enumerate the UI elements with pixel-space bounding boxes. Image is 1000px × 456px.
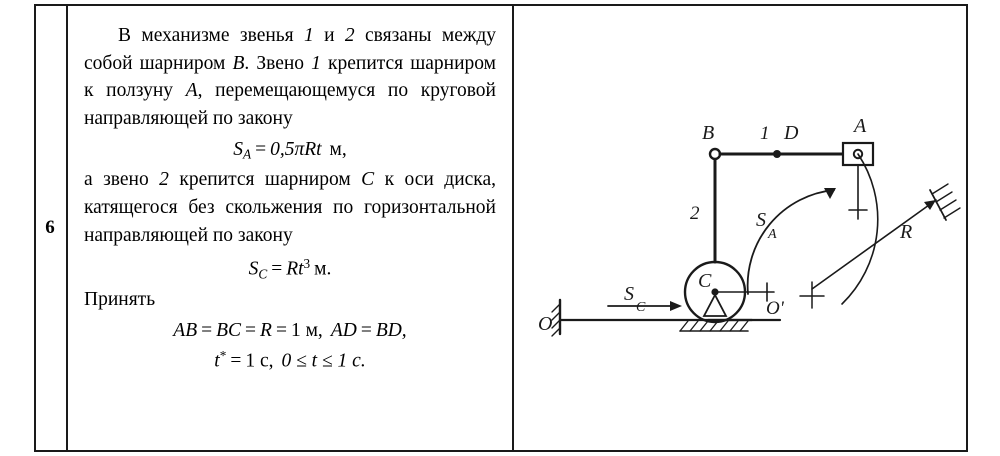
label-o: O [538,313,553,335]
segment-ad: AD [330,319,357,341]
formula-sc-power: 3 [303,255,311,271]
formula-sc-units: м. [314,258,332,280]
sc-arrow-head [670,301,682,311]
segment-bd: BD, [375,319,407,341]
label-sa: S [756,209,766,231]
accept-label: Принять [84,288,156,310]
formula-sa-units: м, [329,138,347,160]
radius-r-line [812,200,936,289]
text-part-1: В механизме звенья [118,25,294,46]
label-a: A [854,115,867,137]
hinge-b-ref: B [232,52,245,74]
formula-sc-equals: = [271,258,283,280]
formula-sc-subscript: C [258,265,268,281]
problem-paragraph-1 [84,22,496,133]
text-part-3: . Звено [244,52,305,74]
formula-sc-lhs: S [248,258,259,280]
formula-sa-equals: = [255,138,267,160]
label-sc-sub: C [636,300,646,315]
slider-a-ref: A [185,80,198,102]
text-part-8: к оси диска, катящегося без скольжения по горизонтальной направляющей по закону [84,169,496,246]
time-star-sup: * [219,347,227,363]
eq-2: = [245,319,257,341]
segment-ab: AB [173,319,198,341]
link-2-ref: 2 [344,25,355,46]
circular-guide-arc [842,154,878,304]
eq-5: = [230,350,242,372]
label-o-prime: O' [766,298,784,319]
link-1-ref-2: 1 [311,52,321,74]
label-sc: S [624,283,634,305]
hinge-support-triangle [704,295,726,316]
formula-sa-rhs: 0,5πRt [270,138,322,160]
hinge-c-ref: C [361,169,375,191]
text-part-2: связаны между собой шарниром [84,25,496,74]
problem-paragraph-2 [84,166,496,249]
label-d: D [784,122,799,144]
formula-sc [84,256,496,282]
formula-sa-lhs: S [233,138,243,160]
time-star: t [214,350,220,372]
link-2-ref-2: 2 [159,169,169,191]
label-link-1: 1 [760,123,770,144]
conjunction-and: и [324,25,335,46]
value-1m: 1 м, [290,319,323,341]
segment-bc: BC [216,319,242,341]
eq-4: = [360,319,372,341]
formula-sa [84,139,496,163]
time-range: 0 ≤ t ≤ 1 с. [281,350,366,372]
eq-3: = [275,319,287,341]
formula-sc-rhs: Rt [286,258,304,280]
text-part-7: крепится шарниром [179,169,351,191]
given-line-1 [84,320,496,342]
label-b: B [702,122,715,144]
label-c: C [698,270,712,292]
mechanism-diagram-svg [512,4,968,452]
sa-arrow-head [824,188,836,199]
problem-number: 6 [45,217,55,238]
given-line-2 [84,348,496,373]
text-part-6: а звено [84,169,149,191]
link-1-ref: 1 [304,25,314,46]
sa-arc-arrow [748,190,834,294]
problem-text-cell [66,4,512,452]
eq-1: = [201,319,213,341]
formula-sa-subscript: A [242,146,252,162]
radius-r: R [260,319,272,341]
label-r: R [900,221,913,243]
left-wall-hatching [552,304,560,336]
time-value: 1 с, [245,350,274,372]
label-sa-sub: A [768,227,777,242]
mechanism-figure [512,4,968,452]
text-part-5: , перемещающемуся по круговой направляющей по закону [84,80,496,130]
label-link-2: 2 [690,203,700,224]
point-d-marker [773,150,781,158]
text-part-4: крепится шарниром к ползуну [84,52,496,102]
radius-r-arrowhead [924,200,936,210]
